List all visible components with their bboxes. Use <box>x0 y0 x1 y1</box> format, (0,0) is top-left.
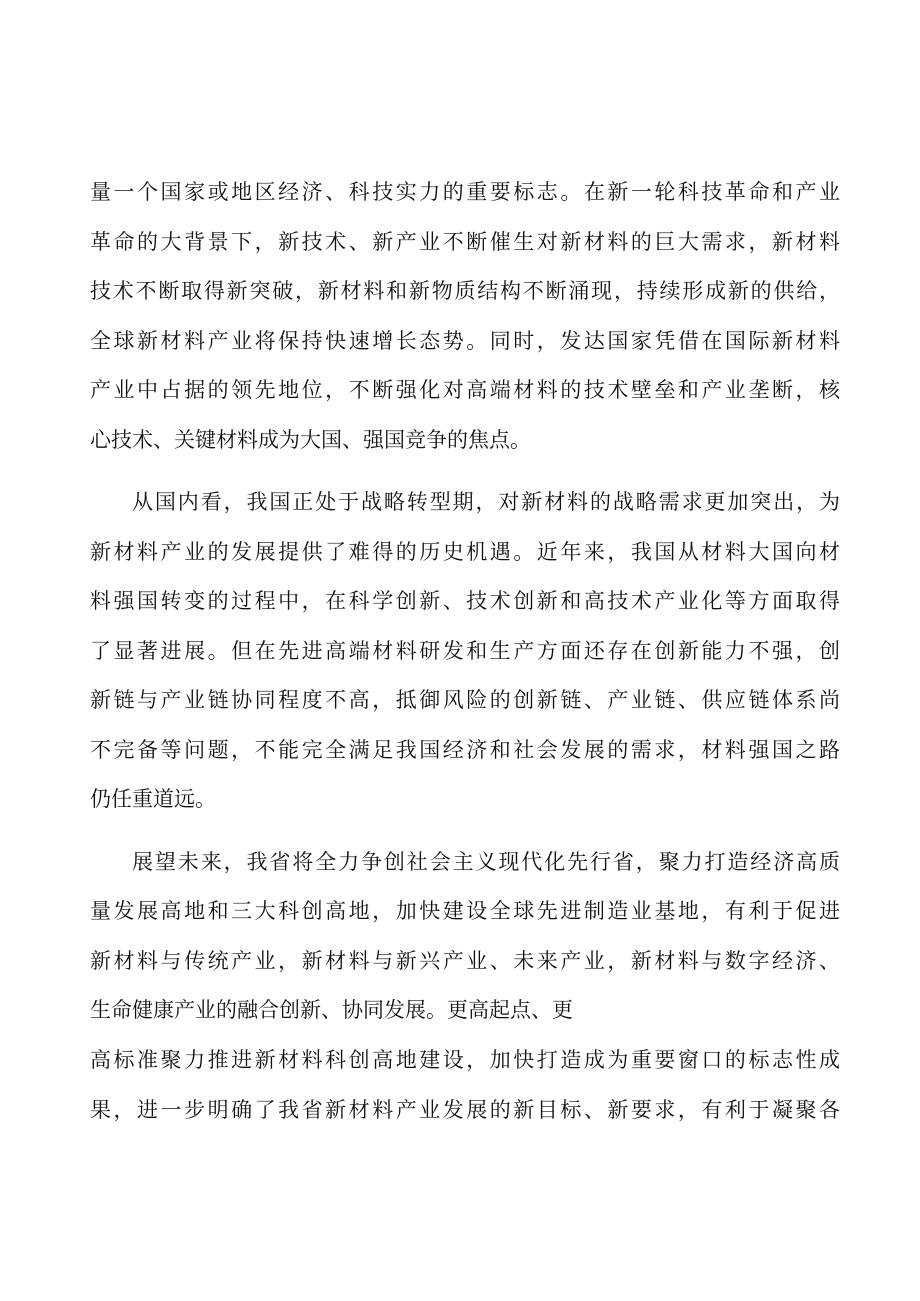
text-line: 新材料与传统产业，新材料与新兴产业、未来产业，新材料与数字经济、 <box>90 949 840 973</box>
text-line: 新链与产业链协同程度不高，抵御风险的创新链、产业链、供应链体系尚 <box>90 688 840 712</box>
text-line: 展望未来，我省将全力争创社会主义现代化先行省，聚力打造经济高质 <box>132 850 840 874</box>
text-line: 心技术、关键材料成为大国、强国竞争的焦点。 <box>90 428 531 452</box>
text-line: 技术不断取得新突破，新材料和新物质结构不断涌现，持续形成新的供给， <box>90 279 840 303</box>
text-line: 全球新材料产业将保持快速增长态势。同时，发达国家凭借在国际新材料 <box>90 329 840 353</box>
text-line: 料强国转变的过程中，在科学创新、技术创新和高技术产业化等方面取得 <box>90 589 840 613</box>
text-line: 量一个国家或地区经济、科技实力的重要标志。在新一轮科技革命和产业 <box>90 180 840 204</box>
text-line: 从国内看，我国正处于战略转型期，对新材料的战略需求更加突出，为 <box>132 490 840 514</box>
text-line: 高标准聚力推进新材料科创高地建设，加快打造成为重要窗口的标志性成 <box>90 1048 840 1072</box>
text-line: 革命的大背景下，新技术、新产业不断催生对新材料的巨大需求，新材料 <box>90 230 840 254</box>
text-line: 了显著进展。但在先进高端材料研发和生产方面还存在创新能力不强，创 <box>90 639 840 663</box>
text-line: 新材料产业的发展提供了难得的历史机遇。近年来，我国从材料大国向材 <box>90 540 840 564</box>
text-line: 生命健康产业的融合创新、协同发展。更高起点、更 <box>90 998 573 1022</box>
text-line: 产业中占据的领先地位，不断强化对高端材料的技术壁垒和产业垄断，核 <box>90 378 840 402</box>
text-line: 仍任重道远。 <box>90 787 216 811</box>
text-line: 不完备等问题，不能完全满足我国经济和社会发展的需求，材料强国之路 <box>90 738 840 762</box>
text-line: 果，进一步明确了我省新材料产业发展的新目标、新要求，有利于凝聚各 <box>90 1098 840 1122</box>
text-line: 量发展高地和三大科创高地，加快建设全球先进制造业基地，有利于促进 <box>90 899 840 923</box>
